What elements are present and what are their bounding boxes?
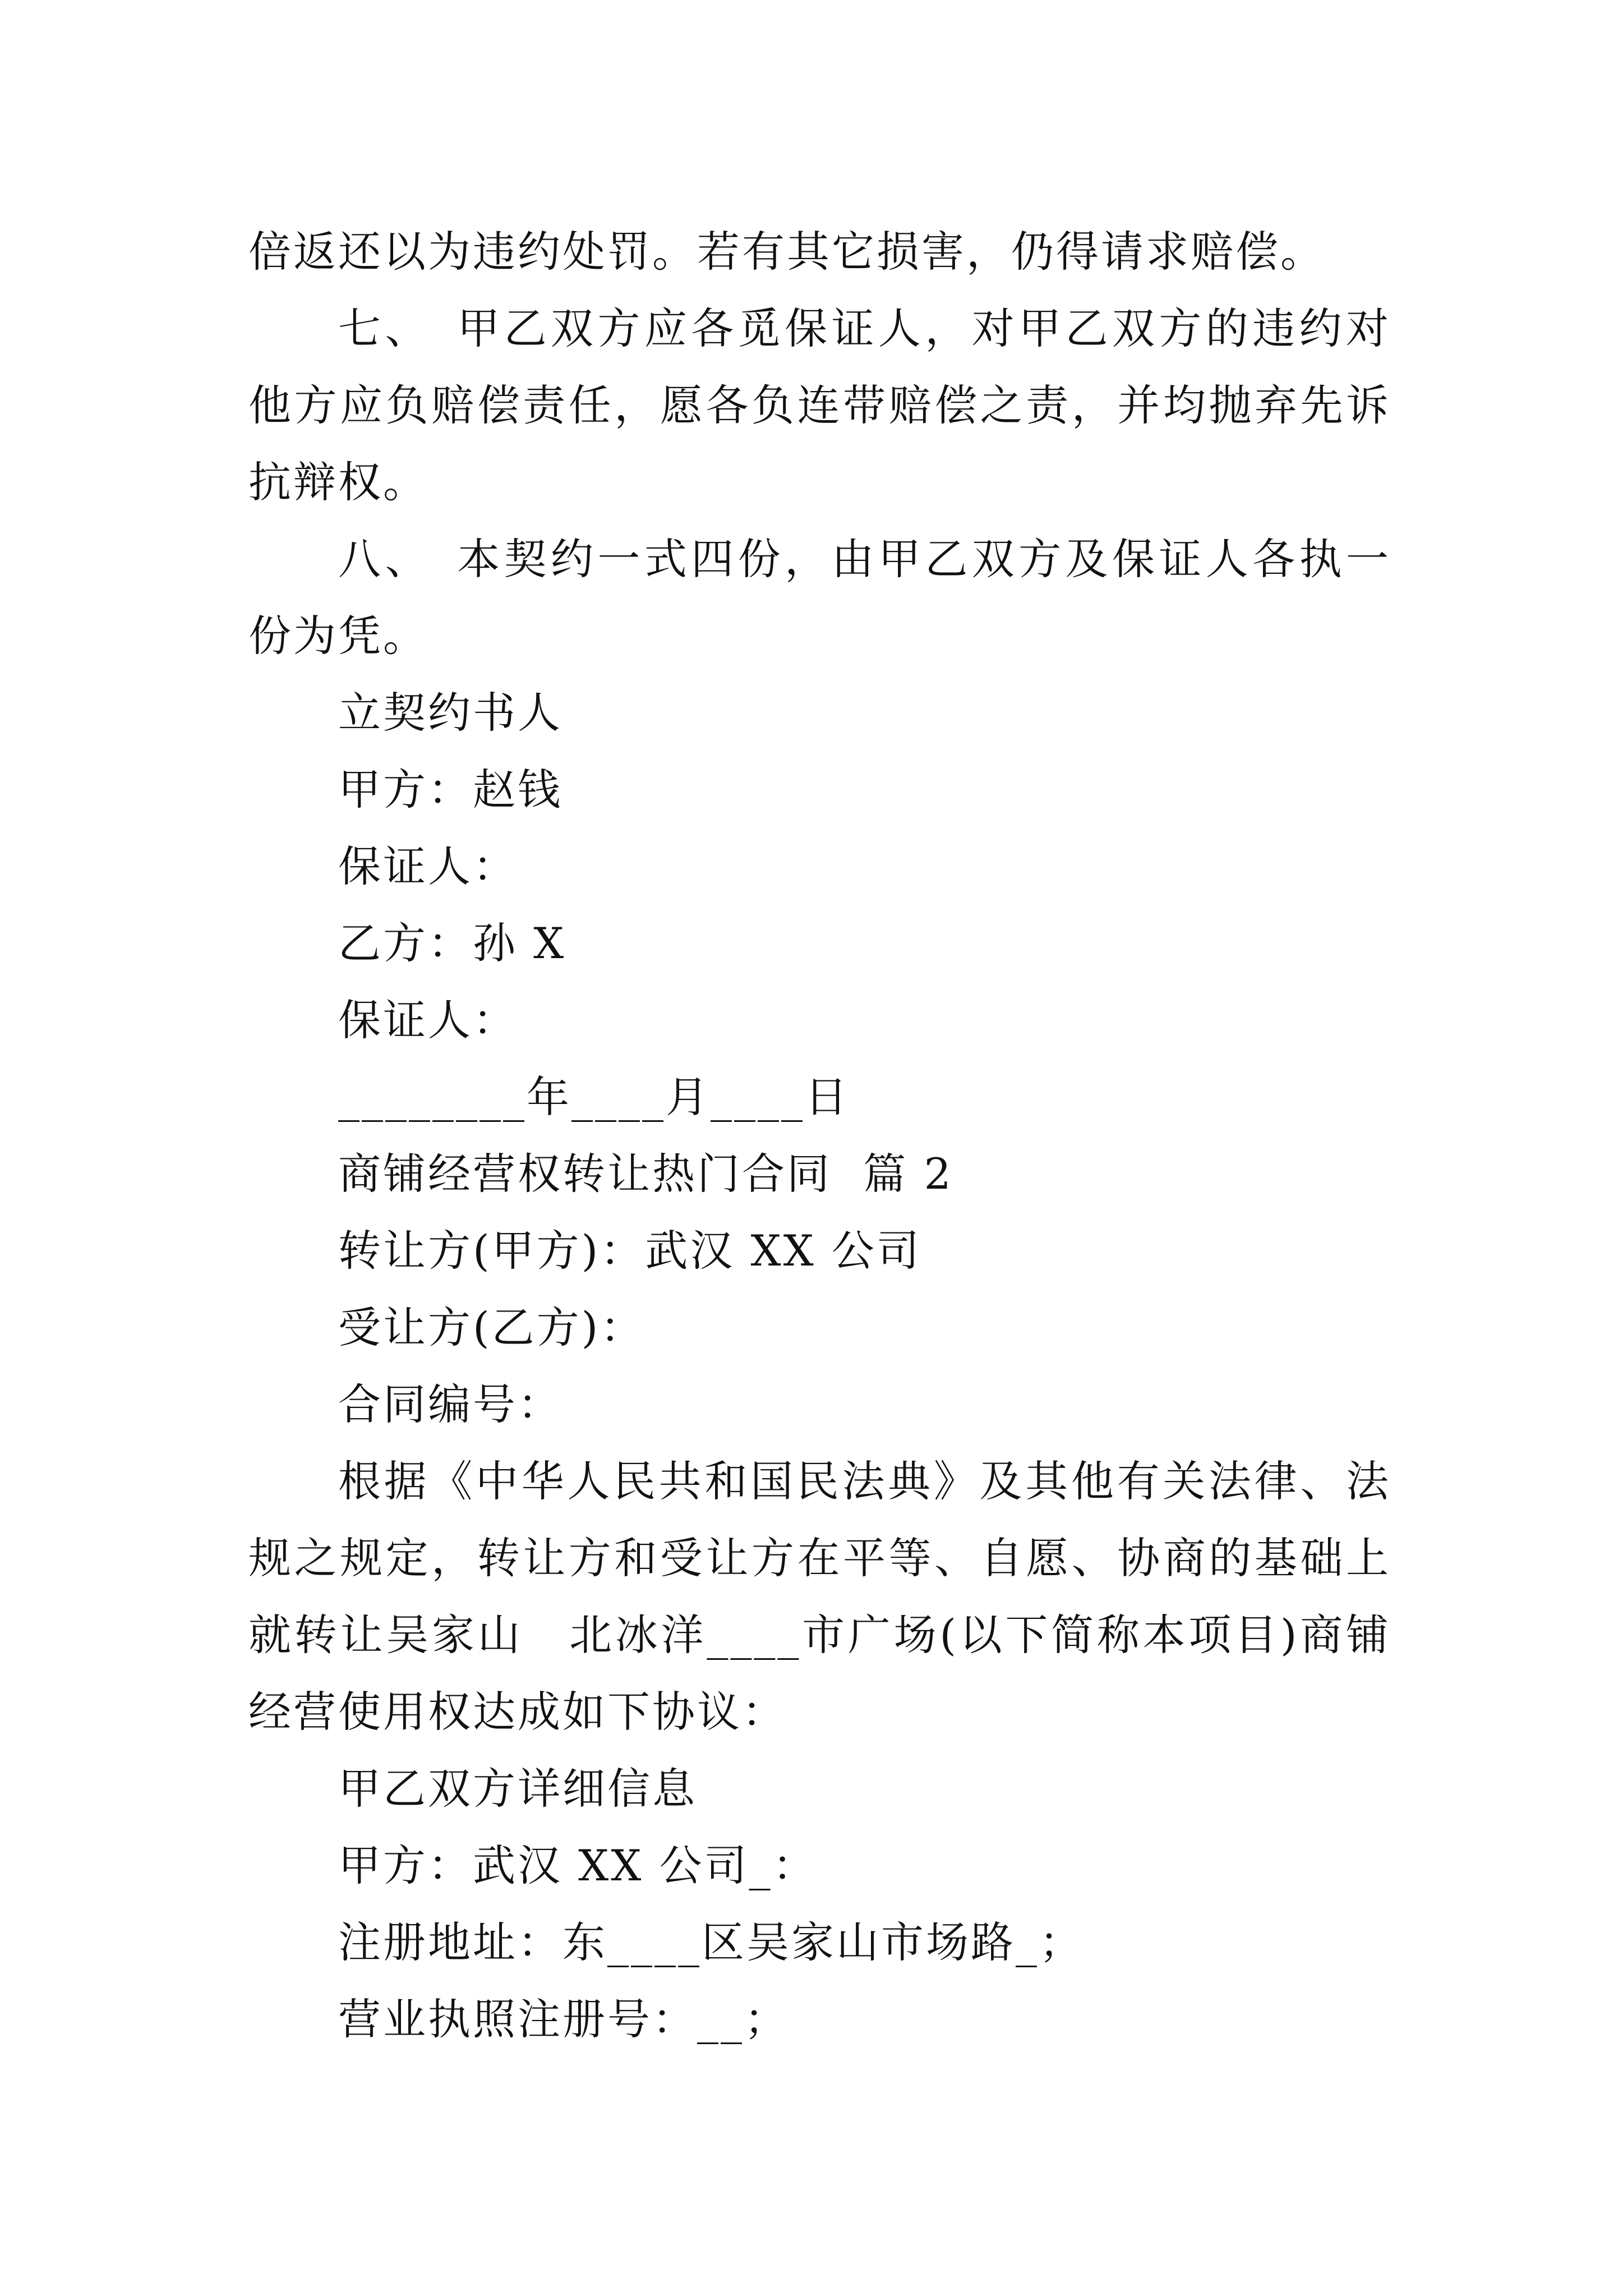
transferee-line: 受让方(乙方)： xyxy=(338,1303,645,1352)
party-a-name-line: 甲方：武汉 XX 公司_： xyxy=(338,1841,818,1890)
business-license-line: 营业执照注册号：__； xyxy=(338,1994,789,2044)
paragraph-penalty-clause-end: 倍返还以为违约处罚。若有其它损害，仍得请求赔偿。 xyxy=(248,227,1325,277)
signatories-heading: 立契约书人 xyxy=(338,688,562,738)
document-body xyxy=(248,213,1391,2058)
registered-address-line: 注册地址：东____区吴家山市场路_； xyxy=(338,1917,1084,1967)
party-a-guarantor-line: 保证人： xyxy=(338,841,518,891)
contract-number-line: 合同编号： xyxy=(338,1379,562,1429)
paragraph-clause-seven: 七、 甲乙双方应各觅保证人，对甲乙双方的违约对他方应负赔偿责任，愿各负连带赔偿之责，并均抛弃先诉抗辩权。 xyxy=(248,303,1391,507)
party-b-guarantor-line: 保证人： xyxy=(338,995,518,1045)
party-b-signature-line: 乙方：孙 X xyxy=(338,918,566,968)
transferor-line: 转让方(甲方)：武汉 XX 公司 xyxy=(338,1226,921,1276)
date-line: ________年____月____日 xyxy=(338,1072,850,1122)
paragraph-clause-eight: 八、 本契约一式四份，由甲乙双方及保证人各执一份为凭。 xyxy=(248,534,1391,661)
party-details-heading: 甲乙双方详细信息 xyxy=(338,1764,697,1814)
party-a-signature-line: 甲方：赵钱 xyxy=(338,765,562,815)
section-title-contract-2: 商铺经营权转让热门合同 篇 2 xyxy=(338,1149,953,1199)
paragraph-preamble: 根据《中华人民共和国民法典》及其他有关法律、法规之规定，转让方和受让方在平等、自愿、协商的基础上就转让吴家山 北冰洋____市广场(以下简称本项目)商铺经营使用权达成如下协议： xyxy=(248,1456,1391,1737)
